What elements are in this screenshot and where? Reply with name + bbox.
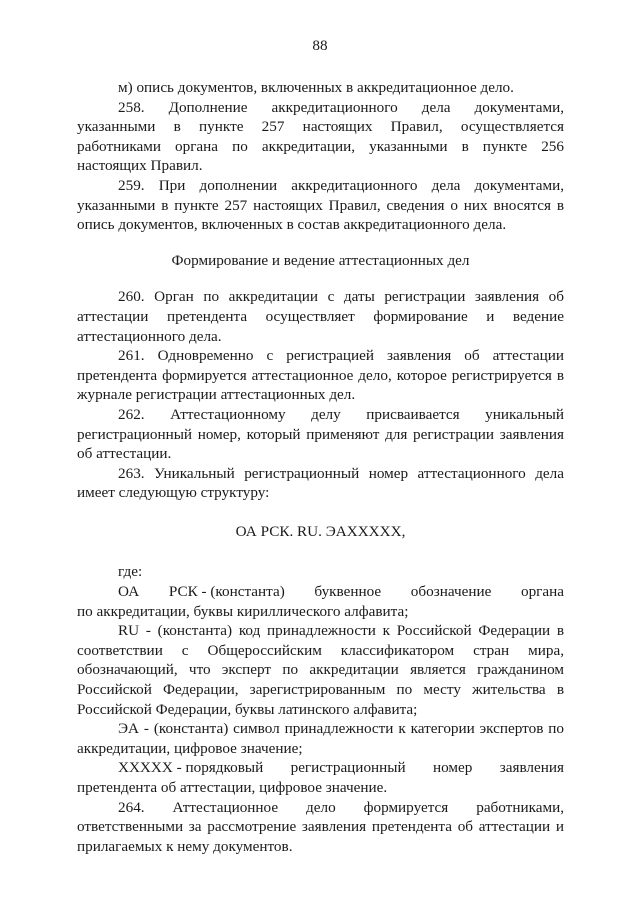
paragraph-262: 262. Аттестационному делу присваивается уникальный регистрационный номер, который применяют для регистрации заявления об аттестации. [77,405,564,463]
definition-oa-first-line [77,582,564,602]
section-heading: Формирование и ведение аттестационных дел [171,251,470,269]
definition-x-rest: претендента об аттестации, цифровое значение. [77,779,388,796]
paragraph-258: 258. Дополнение аккредитационного дела документами, указанными в пункте 257 настоящих Правил, осуществляется работниками органа по аккредитации, указанными в пункте 256 настоящих Правил. [77,98,564,175]
page-number: 88 [312,37,328,54]
definition-ea: ЭА - (константа) символ принадлежности к категории экспертов по аккредитации, цифровое значение; [77,720,564,757]
paragraph-259: 259. При дополнении аккредитационного дела документами, указанными в пункте 257 настоящих Правил, сведения о них вносятся в опись документов, включенных в состав аккредитационного дела. [77,176,564,234]
paragraph-261: 261. Одновременно с регистрацией заявления об аттестации претендента формируется аттестационное дело, которое регистрируется в журнале регистрации аттестационных дел. [77,347,564,404]
paragraph-m: м) опись документов, включенных в аккредитационное дело. [118,79,514,96]
definition-word: XXXXX - порядковый [118,759,264,777]
definition-word: органа [520,583,564,601]
where-label: где: [118,563,143,581]
definition-ru: RU - (константа) код принадлежности к Российской Федерации в соответствии с Общероссийским классификатором стран мира, обозначающий, что эксперт по аккредитации является гражданином Российской Федерации, зарегистрированным по месту жительства в Российской Федерации, буквы латинского алфавита; [77,622,564,718]
definition-word: буквенное [314,583,382,601]
definition-word: регистрационный [290,759,406,777]
definition-oa-rest: по аккредитации, буквы кириллического алфавита; [77,602,409,620]
page-content [77,78,564,856]
definition-word: номер [432,759,473,777]
definition-word: РСК - (константа) [168,583,285,601]
definition-x-first-line [77,758,564,778]
number-structure-formula: ОА РСК. RU. ЭАXXXXX, [235,522,406,540]
paragraph-260: 260. Орган по аккредитации с даты регистрации заявления об аттестации претендента осуществляет формирование и ведение аттестационного дела. [77,288,564,345]
definition-word: заявления [499,759,564,777]
definition-word: обозначение [410,583,492,601]
paragraph-264: 264. Аттестационное дело формируется работниками, ответственными за рассмотрение заявления претендента об аттестации и прилагаемых к нему документов. [77,798,564,855]
paragraph-263: 263. Уникальный регистрационный номер аттестационного дела имеет следующую структуру: [77,464,564,502]
definition-word: ОА [118,583,140,601]
